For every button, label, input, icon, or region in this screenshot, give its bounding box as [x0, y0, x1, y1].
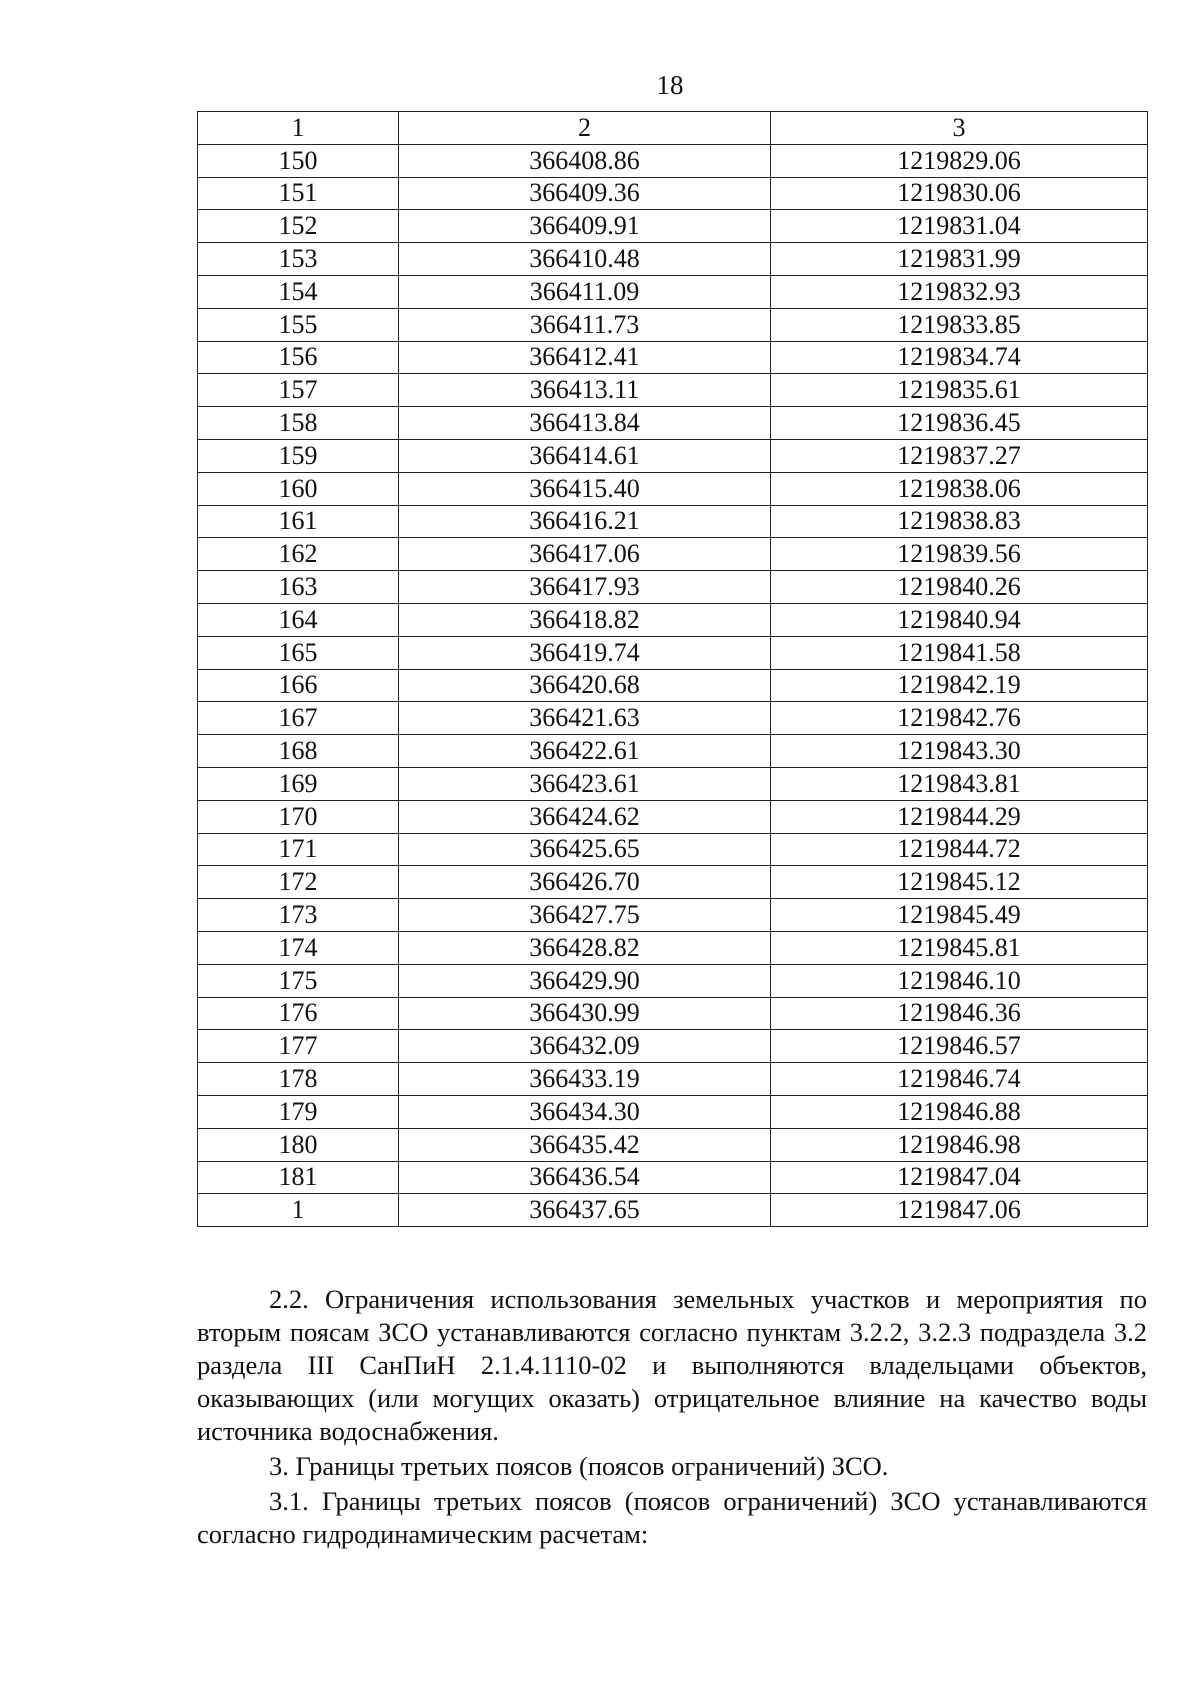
cell-y-coordinate: 1219833.85: [771, 308, 1148, 341]
table-row: [198, 1161, 1148, 1194]
cell-y-coordinate: 1219844.72: [771, 833, 1148, 866]
cell-y-coordinate: 1219846.98: [771, 1128, 1148, 1161]
cell-y-coordinate: 1219830.06: [771, 177, 1148, 210]
table-row: [198, 1030, 1148, 1063]
cell-x-coordinate: 366432.09: [399, 1030, 771, 1063]
cell-y-coordinate: 1219846.36: [771, 997, 1148, 1030]
table-row: [198, 243, 1148, 276]
cell-point-number: 169: [198, 767, 399, 800]
table-row: [198, 407, 1148, 440]
header-cell-x: 2: [399, 112, 771, 145]
table-row: [198, 735, 1148, 768]
cell-point-number: 1: [198, 1194, 399, 1227]
table-row: [198, 636, 1148, 669]
cell-y-coordinate: 1219839.56: [771, 538, 1148, 571]
cell-point-number: 171: [198, 833, 399, 866]
cell-x-coordinate: 366415.40: [399, 472, 771, 505]
cell-point-number: 155: [198, 308, 399, 341]
cell-point-number: 162: [198, 538, 399, 571]
table-row: [198, 899, 1148, 932]
cell-point-number: 152: [198, 210, 399, 243]
table-row: [198, 1063, 1148, 1096]
table-row: [198, 833, 1148, 866]
cell-point-number: 167: [198, 702, 399, 735]
table-row: [198, 800, 1148, 833]
cell-x-coordinate: 366408.86: [399, 144, 771, 177]
cell-point-number: 164: [198, 603, 399, 636]
table-row: [198, 997, 1148, 1030]
cell-x-coordinate: 366437.65: [399, 1194, 771, 1227]
cell-x-coordinate: 366409.36: [399, 177, 771, 210]
table-row: [198, 603, 1148, 636]
cell-x-coordinate: 366412.41: [399, 341, 771, 374]
cell-y-coordinate: 1219845.49: [771, 899, 1148, 932]
cell-point-number: 165: [198, 636, 399, 669]
cell-point-number: 163: [198, 571, 399, 604]
cell-x-coordinate: 366411.09: [399, 275, 771, 308]
cell-x-coordinate: 366428.82: [399, 931, 771, 964]
cell-y-coordinate: 1219846.74: [771, 1063, 1148, 1096]
cell-x-coordinate: 366421.63: [399, 702, 771, 735]
cell-y-coordinate: 1219831.04: [771, 210, 1148, 243]
cell-x-coordinate: 366409.91: [399, 210, 771, 243]
cell-x-coordinate: 366425.65: [399, 833, 771, 866]
table-row: [198, 767, 1148, 800]
cell-x-coordinate: 366436.54: [399, 1161, 771, 1194]
cell-x-coordinate: 366430.99: [399, 997, 771, 1030]
cell-y-coordinate: 1219835.61: [771, 374, 1148, 407]
cell-y-coordinate: 1219846.57: [771, 1030, 1148, 1063]
cell-y-coordinate: 1219846.10: [771, 964, 1148, 997]
cell-x-coordinate: 366420.68: [399, 669, 771, 702]
table-row: [198, 341, 1148, 374]
cell-y-coordinate: 1219844.29: [771, 800, 1148, 833]
cell-point-number: 180: [198, 1128, 399, 1161]
cell-x-coordinate: 366434.30: [399, 1095, 771, 1128]
cell-point-number: 166: [198, 669, 399, 702]
coordinates-table: [197, 111, 1148, 1227]
cell-y-coordinate: 1219847.06: [771, 1194, 1148, 1227]
cell-y-coordinate: 1219842.19: [771, 669, 1148, 702]
cell-y-coordinate: 1219845.81: [771, 931, 1148, 964]
cell-y-coordinate: 1219843.81: [771, 767, 1148, 800]
cell-point-number: 173: [198, 899, 399, 932]
cell-point-number: 156: [198, 341, 399, 374]
cell-point-number: 174: [198, 931, 399, 964]
cell-x-coordinate: 366423.61: [399, 767, 771, 800]
cell-y-coordinate: 1219832.93: [771, 275, 1148, 308]
cell-x-coordinate: 366410.48: [399, 243, 771, 276]
cell-point-number: 158: [198, 407, 399, 440]
cell-point-number: 150: [198, 144, 399, 177]
table-row: [198, 931, 1148, 964]
cell-x-coordinate: 366413.11: [399, 374, 771, 407]
cell-point-number: 172: [198, 866, 399, 899]
paragraph-2-2: 2.2. Ограничения использования земельных участков и мероприятия по вторым поясам ЗСО устанавливаются согласно пунктам 3.2.2, 3.2.3 подраздела 3.2 раздела III СанПиН 2.1.4.1110-02 и выполняются владельцами объектов, оказывающих (или могущих оказать) отрицательное влияние на качество воды источника водоснабжения.: [197, 1284, 1147, 1446]
cell-y-coordinate: 1219842.76: [771, 702, 1148, 735]
cell-y-coordinate: 1219834.74: [771, 341, 1148, 374]
table-row: [198, 1194, 1148, 1227]
cell-x-coordinate: 366433.19: [399, 1063, 771, 1096]
cell-point-number: 179: [198, 1095, 399, 1128]
cell-x-coordinate: 366422.61: [399, 735, 771, 768]
cell-y-coordinate: 1219841.58: [771, 636, 1148, 669]
cell-point-number: 170: [198, 800, 399, 833]
table-row: [198, 538, 1148, 571]
table-row: [198, 964, 1148, 997]
cell-point-number: 168: [198, 735, 399, 768]
cell-point-number: 160: [198, 472, 399, 505]
cell-x-coordinate: 366416.21: [399, 505, 771, 538]
cell-x-coordinate: 366424.62: [399, 800, 771, 833]
cell-point-number: 157: [198, 374, 399, 407]
coordinates-table-body: [198, 112, 1148, 1227]
cell-y-coordinate: 1219840.94: [771, 603, 1148, 636]
cell-x-coordinate: 366419.74: [399, 636, 771, 669]
table-row: [198, 144, 1148, 177]
cell-y-coordinate: 1219838.83: [771, 505, 1148, 538]
table-row: [198, 669, 1148, 702]
table-row: [198, 177, 1148, 210]
cell-point-number: 153: [198, 243, 399, 276]
cell-y-coordinate: 1219846.88: [771, 1095, 1148, 1128]
table-row: [198, 275, 1148, 308]
cell-point-number: 177: [198, 1030, 399, 1063]
cell-x-coordinate: 366426.70: [399, 866, 771, 899]
cell-x-coordinate: 366414.61: [399, 439, 771, 472]
table-row: [198, 571, 1148, 604]
cell-point-number: 181: [198, 1161, 399, 1194]
table-row: [198, 210, 1148, 243]
table-row: [198, 308, 1148, 341]
table-row: [198, 1095, 1148, 1128]
cell-point-number: 161: [198, 505, 399, 538]
table-header-row: [198, 112, 1148, 145]
cell-point-number: 159: [198, 439, 399, 472]
cell-x-coordinate: 366435.42: [399, 1128, 771, 1161]
paragraph-3: 3. Границы третьих поясов (поясов ограничений) ЗСО.: [269, 1451, 889, 1481]
cell-y-coordinate: 1219847.04: [771, 1161, 1148, 1194]
cell-y-coordinate: 1219829.06: [771, 144, 1148, 177]
table-row: [198, 374, 1148, 407]
cell-x-coordinate: 366418.82: [399, 603, 771, 636]
cell-y-coordinate: 1219836.45: [771, 407, 1148, 440]
body-text: [197, 1283, 1147, 1551]
cell-point-number: 176: [198, 997, 399, 1030]
cell-point-number: 175: [198, 964, 399, 997]
header-cell-point: 1: [198, 112, 399, 145]
cell-y-coordinate: 1219831.99: [771, 243, 1148, 276]
table-row: [198, 439, 1148, 472]
cell-y-coordinate: 1219845.12: [771, 866, 1148, 899]
paragraph-3-1: 3.1. Границы третьих поясов (поясов ограничений) ЗСО устанавливаются согласно гидродинамическим расчетам:: [197, 1486, 1147, 1549]
table-row: [198, 702, 1148, 735]
cell-x-coordinate: 366413.84: [399, 407, 771, 440]
table-row: [198, 472, 1148, 505]
table-row: [198, 866, 1148, 899]
cell-x-coordinate: 366417.06: [399, 538, 771, 571]
cell-x-coordinate: 366411.73: [399, 308, 771, 341]
cell-x-coordinate: 366417.93: [399, 571, 771, 604]
header-cell-y: 3: [771, 112, 1148, 145]
table-row: [198, 1128, 1148, 1161]
cell-point-number: 151: [198, 177, 399, 210]
cell-y-coordinate: 1219843.30: [771, 735, 1148, 768]
cell-x-coordinate: 366427.75: [399, 899, 771, 932]
page-number: 18: [656, 70, 684, 100]
cell-y-coordinate: 1219837.27: [771, 439, 1148, 472]
table-row: [198, 505, 1148, 538]
cell-x-coordinate: 366429.90: [399, 964, 771, 997]
cell-y-coordinate: 1219840.26: [771, 571, 1148, 604]
cell-point-number: 154: [198, 275, 399, 308]
cell-y-coordinate: 1219838.06: [771, 472, 1148, 505]
cell-point-number: 178: [198, 1063, 399, 1096]
